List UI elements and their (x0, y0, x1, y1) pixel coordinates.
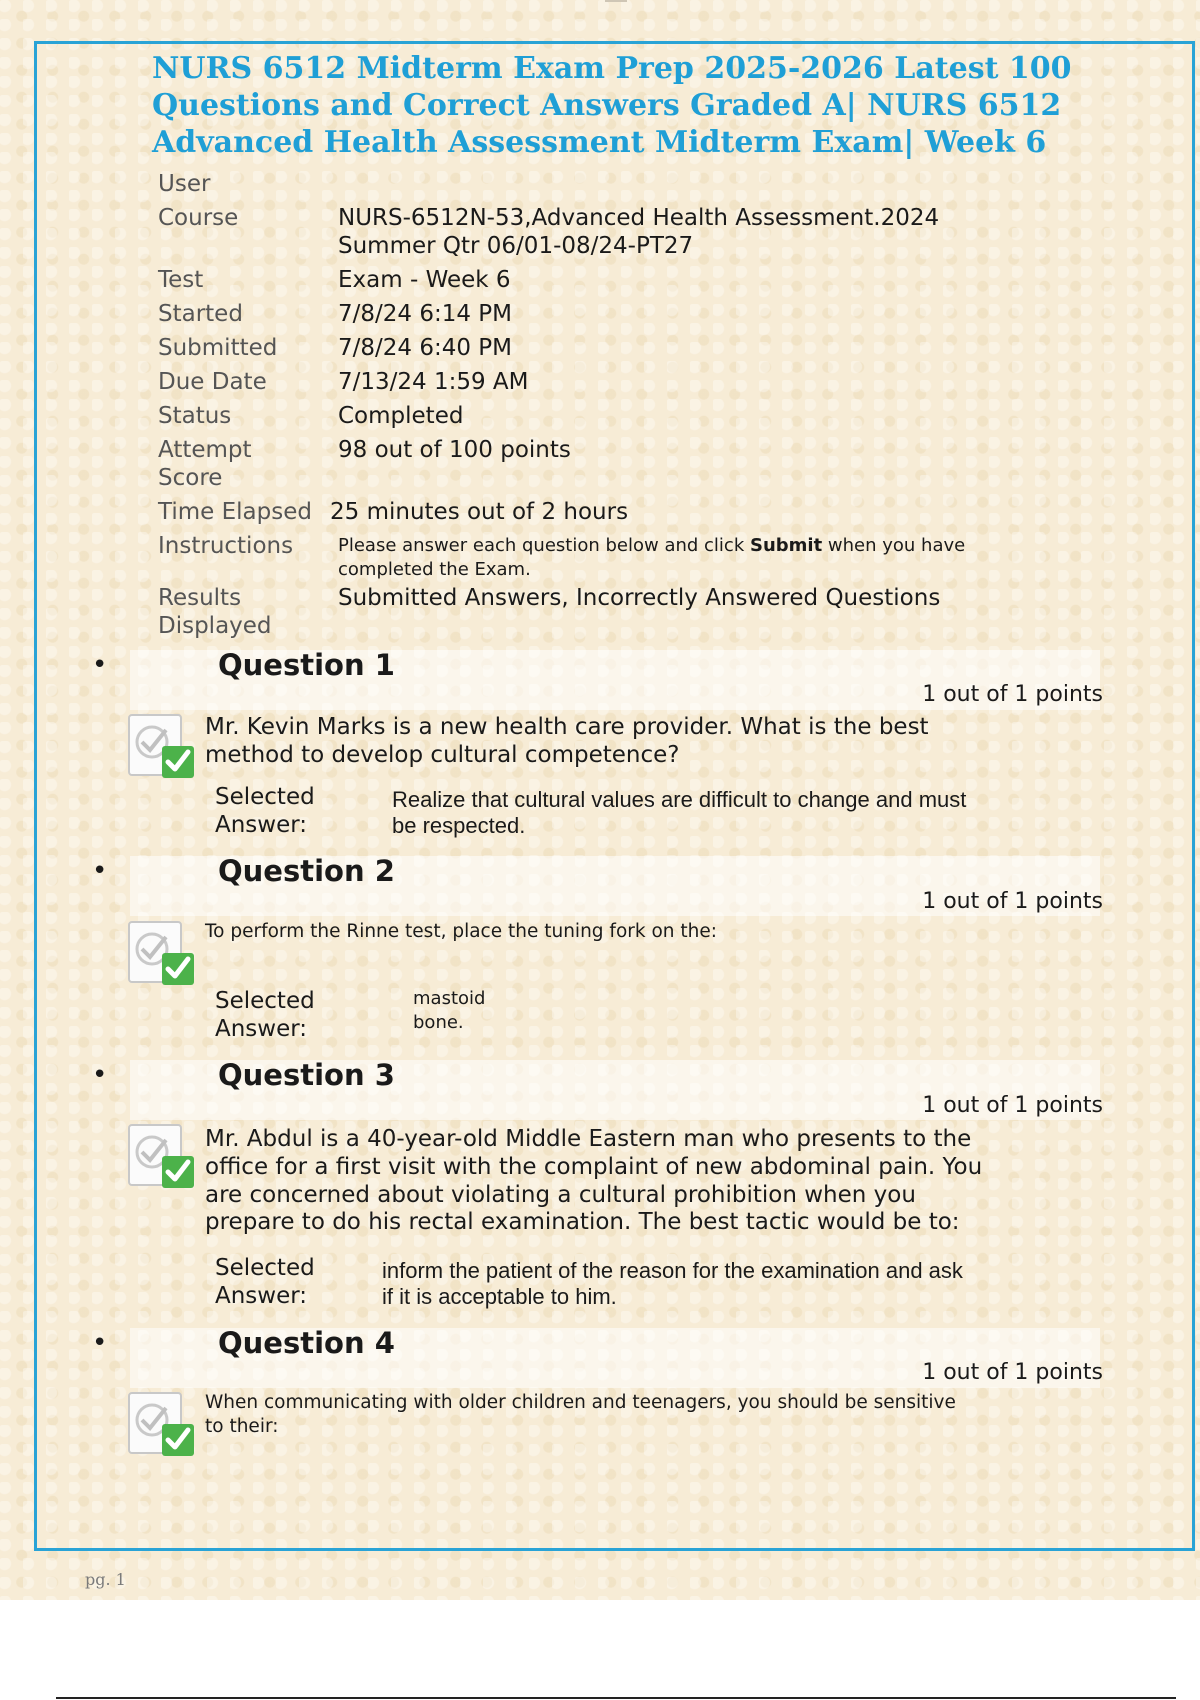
bottom-rule (56, 1697, 1176, 1699)
results-label-line2: Displayed (158, 613, 272, 639)
instructions-line2: completed the Exam. (338, 559, 531, 580)
question-3-answer-label-line2: Answer: (215, 1283, 308, 1309)
question-2-text-line1: To perform the Rinne test, place the tuning fork on the: (205, 921, 717, 942)
question-1-answer-line1: Realize that cultural values are difficult to change and must (392, 787, 967, 812)
instructions-pre: Please answer each question below and click (338, 535, 750, 556)
question-3-answer-line1: inform the patient of the reason for the examination and ask (382, 1258, 963, 1283)
submitted-value: 7/8/24 6:40 PM (338, 335, 513, 361)
course-value-line2: Summer Qtr 06/01-08/24-PT27 (338, 233, 694, 259)
submitted-label: Submitted (158, 335, 278, 361)
question-1-answer-line2: be respected. (392, 813, 526, 838)
question-2-points: 1 out of 1 points (922, 889, 1103, 914)
question-3-title: Question 3 (218, 1058, 395, 1092)
question-3-text-line3: are concerned about violating a cultural prohibition when you (205, 1182, 916, 1208)
question-1-answer-label-line2: Answer: (215, 812, 308, 838)
question-2-answer-label-line1: Selected (215, 988, 315, 1014)
course-label: Course (158, 205, 239, 231)
question-1-text-line1: Mr. Kevin Marks is a new health care provider. What is the best (205, 714, 929, 740)
correct-check-icon (128, 714, 196, 780)
question-2-answer-label-line2: Answer: (215, 1016, 308, 1042)
question-4-points: 1 out of 1 points (922, 1360, 1103, 1385)
question-3-text-line2: office for a first visit with the complaint of new abdominal pain. You (205, 1154, 983, 1180)
instructions-label: Instructions (158, 533, 294, 559)
question-1-points: 1 out of 1 points (922, 682, 1103, 707)
question-3-answer-line2: if it is acceptable to him. (382, 1284, 617, 1309)
started-label: Started (158, 301, 243, 327)
question-1-bullet: • (92, 650, 108, 680)
course-value-line1: NURS-6512N-53,Advanced Health Assessment.2024 (338, 205, 940, 231)
status-label: Status (158, 403, 232, 429)
test-label: Test (158, 267, 204, 293)
time-elapsed-label: Time Elapsed (158, 499, 312, 525)
question-2-title: Question 2 (218, 854, 395, 888)
question-3-points: 1 out of 1 points (922, 1093, 1103, 1118)
top-mark (605, 0, 627, 2)
correct-check-icon (128, 921, 196, 987)
time-elapsed-value: 25 minutes out of 2 hours (330, 499, 629, 525)
test-value: Exam - Week 6 (338, 267, 511, 293)
question-2-answer-line1: mastoid (413, 988, 486, 1009)
question-4-text-line2: to their: (205, 1416, 279, 1437)
question-4-text-line1: When communicating with older children and teenagers, you should be sensitive (205, 1392, 956, 1413)
results-value: Submitted Answers, Incorrectly Answered Questions (338, 585, 941, 611)
question-3-bullet: • (92, 1060, 108, 1090)
instructions-submit-word: Submit (749, 535, 823, 556)
question-1-text-line2: method to develop cultural competence? (205, 742, 680, 768)
started-value: 7/8/24 6:14 PM (338, 301, 513, 327)
question-1-answer-label-line1: Selected (215, 784, 315, 810)
results-label-line1: Results (158, 585, 242, 611)
document-title: NURS 6512 Midterm Exam Prep 2025-2026 Latest 100 Questions and Correct Answers Graded A| NURS 6512 Advanced Health Assessment Midterm Exam| Week 6 (152, 51, 1072, 160)
attempt-label-line2: Score (158, 465, 223, 491)
question-1-title: Question 1 (218, 648, 395, 682)
instructions-line1 (338, 534, 1058, 558)
due-date-label: Due Date (158, 369, 267, 395)
correct-check-icon (128, 1124, 196, 1190)
instructions-post: when you have (822, 535, 966, 556)
user-label: User (158, 171, 211, 197)
question-3-text-line4: prepare to do his rectal examination. The best tactic would be to: (205, 1209, 960, 1235)
due-date-value: 7/13/24 1:59 AM (338, 369, 529, 395)
question-2-bullet: • (92, 856, 108, 886)
question-2-answer-line2: bone. (413, 1012, 464, 1033)
page-number: pg. 1 (85, 1570, 126, 1589)
status-value: Completed (338, 403, 464, 429)
attempt-label-line1: Attempt (158, 437, 252, 463)
correct-check-icon (128, 1392, 196, 1458)
question-3-text-line1: Mr. Abdul is a 40-year-old Middle Eastern man who presents to the (205, 1126, 972, 1152)
attempt-score-value: 98 out of 100 points (338, 437, 571, 463)
question-3-answer-label-line1: Selected (215, 1255, 315, 1281)
question-4-bullet: • (92, 1328, 108, 1358)
question-4-title: Question 4 (218, 1326, 395, 1360)
